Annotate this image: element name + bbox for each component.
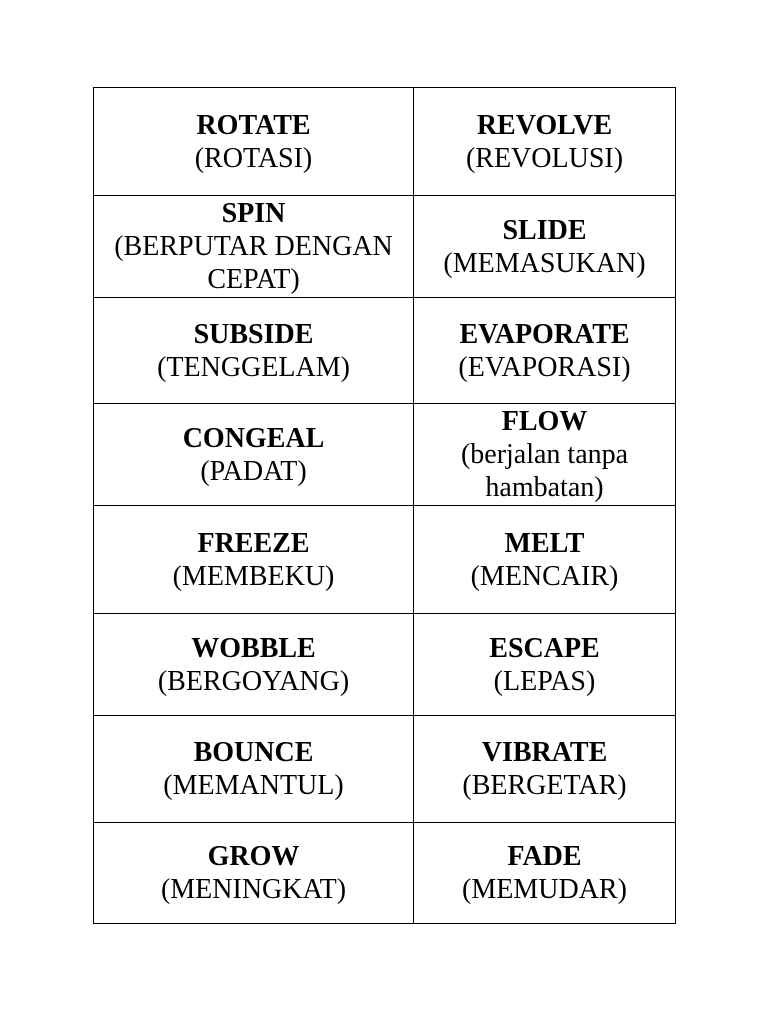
- vocab-meaning: (BERGOYANG): [157, 665, 350, 697]
- table-row: [94, 823, 676, 924]
- table-row: [94, 614, 676, 716]
- vocab-meaning: (PADAT): [200, 455, 307, 487]
- vocab-word: CONGEAL: [182, 422, 325, 454]
- vocab-cell: [94, 506, 414, 614]
- vocab-meaning: (berjalan tanpa hambatan): [460, 439, 629, 503]
- vocab-meaning: (MENINGKAT): [160, 874, 347, 905]
- vocab-cell: [414, 823, 676, 924]
- table-row: [94, 196, 676, 298]
- vocab-word: SUBSIDE: [193, 318, 314, 350]
- vocab-cell: [94, 614, 414, 716]
- vocab-cell: [414, 298, 676, 404]
- vocabulary-table: [93, 87, 676, 924]
- vocab-word: REVOLVE: [476, 109, 613, 141]
- vocab-word: FADE: [507, 841, 582, 872]
- vocab-cell: [414, 716, 676, 823]
- vocab-cell: [94, 88, 414, 196]
- vocab-meaning: (MEMANTUL): [163, 770, 344, 801]
- vocab-meaning: (REVOLUSI): [465, 142, 624, 174]
- table-row: [94, 88, 676, 196]
- vocab-cell: [414, 196, 676, 298]
- vocab-word: FLOW: [501, 406, 588, 437]
- vocab-cell: [414, 88, 676, 196]
- vocab-word: WOBBLE: [191, 632, 316, 664]
- vocab-word: BOUNCE: [193, 737, 314, 768]
- vocab-meaning: (ROTASI): [194, 142, 313, 174]
- vocab-meaning: (EVAPORASI): [458, 351, 631, 383]
- vocab-word: EVAPORATE: [459, 318, 630, 350]
- vocab-cell: [94, 298, 414, 404]
- vocab-meaning: (MEMBEKU): [172, 560, 335, 592]
- vocab-cell: [414, 506, 676, 614]
- table-row: [94, 716, 676, 823]
- vocab-word: SPIN: [221, 198, 286, 229]
- vocab-word: ESCAPE: [489, 632, 600, 664]
- vocab-cell: [94, 404, 414, 506]
- vocab-cell: [94, 823, 414, 924]
- table-row: [94, 298, 676, 404]
- vocab-word: FREEZE: [197, 527, 310, 559]
- vocab-meaning: (MEMUDAR): [462, 874, 627, 905]
- vocab-meaning: (BERGETAR): [462, 770, 627, 801]
- vocab-word: ROTATE: [196, 109, 311, 141]
- vocab-cell: [94, 196, 414, 298]
- vocab-meaning: (MENCAIR): [470, 560, 619, 592]
- vocab-meaning: (MEMASUKAN): [443, 247, 646, 279]
- vocab-word: SLIDE: [502, 214, 587, 246]
- vocab-meaning: (TENGGELAM): [157, 351, 350, 383]
- vocab-word: GROW: [207, 841, 300, 872]
- vocabulary-table-body: [94, 88, 676, 924]
- vocab-cell: [414, 614, 676, 716]
- vocab-word: MELT: [504, 527, 585, 559]
- vocab-cell: [414, 404, 676, 506]
- table-row: [94, 404, 676, 506]
- vocab-meaning: (BERPUTAR DENGAN CEPAT): [114, 231, 393, 295]
- vocab-meaning: (LEPAS): [493, 665, 596, 697]
- vocab-word: VIBRATE: [481, 737, 608, 768]
- vocab-cell: [94, 716, 414, 823]
- table-row: [94, 506, 676, 614]
